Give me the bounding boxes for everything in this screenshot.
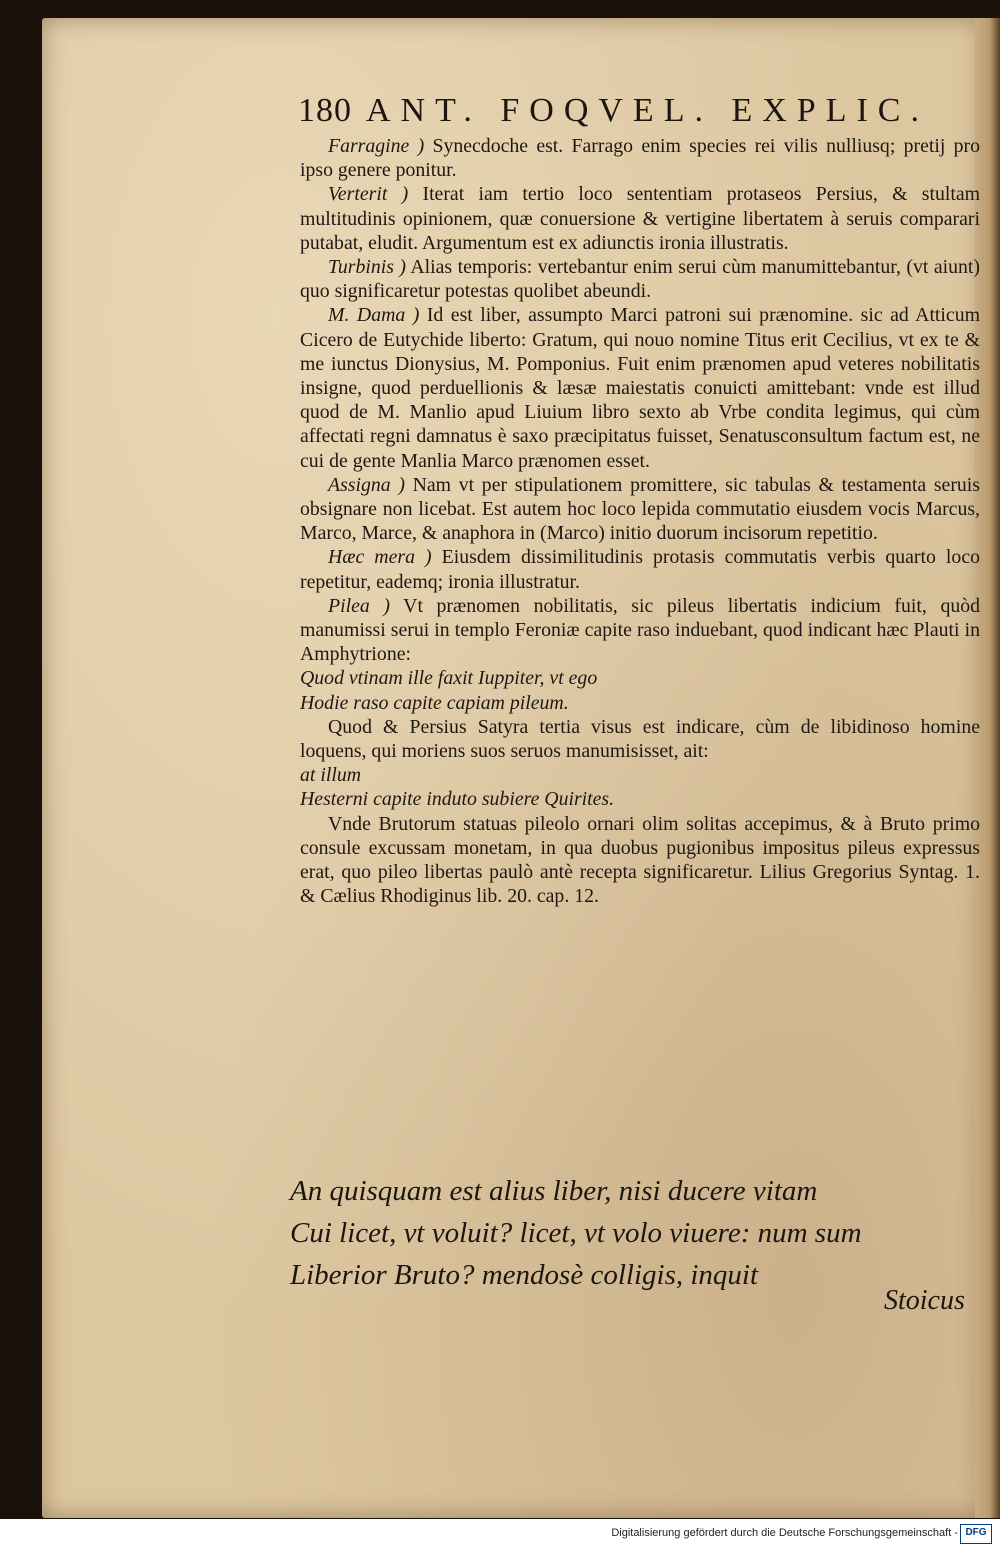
funding-credit: Digitalisierung gefördert durch die Deutsche Forschungsgemeinschaft - [611,1527,958,1539]
commentary-entry [300,255,980,303]
footer-bar [0,1519,1000,1549]
lemma: Turbinis ) [328,256,407,279]
lemma: Farragine ) [328,135,425,157]
plautus-quote-line: Hodie raso capite capiam pileum. [300,691,569,714]
dfg-logo-text: DFG [965,1527,987,1538]
commentary-entry [300,303,980,472]
gloss: Eiusdem dissimilitudinis protasis commutatis verbis quarto loco repetitur, eademq; ironia illustratur. [300,546,980,593]
commentary-entry [300,594,980,667]
commentary-entry [300,545,980,593]
lemma: Verterit ) [328,183,409,206]
lemma: Hæc mera ) [328,546,432,569]
commentary-entry [300,182,980,255]
page-header [298,92,929,136]
commentary-entry [300,134,980,182]
page-number: 180 [298,92,352,129]
verse-line: An quisquam est alius liber, nisi ducere vitam [290,1175,818,1207]
persius-quote-line: Hesterni capite induto subiere Quirites. [300,788,615,811]
persius-quote-line: at illum [300,764,361,787]
plautus-quote-line: Quod vtinam ille faxit Iuppiter, vt ego [300,667,598,690]
catchword: Stoicus [884,1285,965,1316]
running-title: ANT. FOQVEL. EXPLIC. [366,92,929,129]
lemma: M. Dama ) [328,304,420,327]
final-paragraph: Vnde Brutorum statuas pileolo ornari olim solitas accepimus, & à Bruto primo consule excussam monetam, in qua duobus pugionibus impositus pileus expressus erat, quo pileo libertas paulò antè recepta significaretur. Lilius Gregorius Syntag. 1. & Cælius Rhodiginus lib. 20. cap. 12. [300,812,980,908]
gloss: Nam vt per stipulationem promittere, sic tabulas & testamenta seruis obsignare non licebat. Est autem hoc loco lepida commutatio eiusdem vocis Marcus, Marco, Marce, & anaphora in (Marco) initio duorum incisorum repetitio. [300,473,980,545]
verse-block [290,1170,960,1296]
gloss: Alias temporis: vertebantur enim serui cùm manumittebantur, (vt aiunt) quo significaretur potestas quolibet abeundi. [300,256,980,303]
verse-line: Liberior Bruto? mendosè colligis, inquit [290,1259,759,1291]
gloss: Iterat iam tertio loco sententiam protaseos Persius, & stultam multitudinis opinionem, quæ conuersione & vertigine libertatem à seruis comparari putabat, eludit. Argumentum est ex adiunctis ironia illustratis. [300,183,980,254]
gloss: Vt prænomen nobilitatis, sic pileus libertatis indicium fuit, quòd manumissi serui in templo Feroniæ capite raso induebant, quod indicant hæc Plauti in Amphytrione: [300,594,981,666]
lemma: Assigna ) [328,473,405,496]
dfg-logo-icon [960,1524,992,1544]
gloss: Id est liber, assumpto Marci patroni sui prænomine. sic ad Atticum Cicero de Eutychide liberto: Gratum, qui nouo nomine Titus erit Cecilius, vt ex te & me iunctus Dionysius, M. Pomponius. Fuit enim prænomen apud veteres nobilitatis insigne, quod perduellionis & læsæ maiestatis conuicti amittebant: vnde est illud quod de M. Manlio apud Liuium libro sexto ab Vrbe condita legimus, qui cùm affectati regni damnatus è saxo præcipitatus fuisset, Senatusconsultum factum est, ne cui de gente Manlia Marco prænomen esset. [300,304,980,472]
gloss: Synecdoche est. Farrago enim species rei vilis nulliusq; pretij pro ipso genere ponitur. [300,135,980,182]
verse-line: Cui licet, vt voluit? licet, vt volo viuere: num sum [290,1217,862,1249]
commentary-text [300,134,980,909]
persius-paragraph: Quod & Persius Satyra tertia visus est indicare, cùm de libidinoso homine loquens, qui moriens suos seruos manumisisset, ait: [300,715,980,763]
lemma: Pilea ) [328,594,390,617]
commentary-entry [300,473,980,546]
